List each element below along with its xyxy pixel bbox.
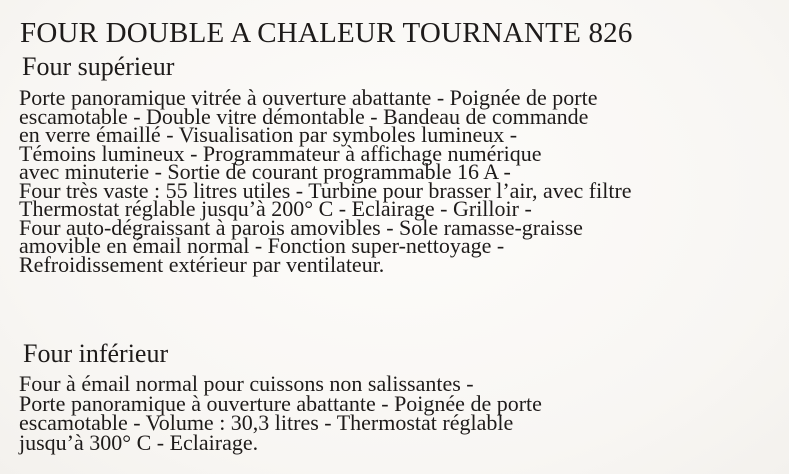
description-line: Refroidissement extérieur par ventilateur. xyxy=(19,251,385,277)
description-line: escamotable - Double vitre démontable - Bandeau de commande xyxy=(19,103,589,129)
description-line: Porte panoramique à ouverture abattante - Poignée de porte xyxy=(19,390,542,416)
description-line: Four auto-dégraissant à parois amovibles - Sole ramasse-graisse xyxy=(19,214,583,240)
description-line: Thermostat réglable jusqu’à 200° C - Eclairage - Grilloir - xyxy=(19,196,532,221)
upper-oven-description xyxy=(19,85,632,277)
description-line: escamotable - Volume : 30,3 litres - Thermostat réglable xyxy=(19,410,514,435)
description-line: avec minuterie - Sortie de courant programmable 16 A - xyxy=(19,159,511,184)
lower-oven-heading: Four inférieur xyxy=(23,339,169,368)
description-line: Porte panoramique vitrée à ouverture abattante - Poignée de porte xyxy=(19,85,598,110)
document-title: FOUR DOUBLE A CHALEUR TOURNANTE 826 xyxy=(20,17,633,49)
lower-oven-description xyxy=(19,371,542,455)
description-line: Four à émail normal pour cuissons non salissantes - xyxy=(19,371,474,396)
description-line: Témoins lumineux - Programmateur à affichage numérique xyxy=(19,140,542,166)
description-line: jusqu’à 300° C - Eclairage. xyxy=(19,429,259,455)
description-line: amovible en émail normal - Fonction super-nettoyage - xyxy=(19,233,505,258)
upper-oven-heading: Four supérieur xyxy=(22,52,175,81)
description-line: en verre émaillé - Visualisation par symboles lumineux - xyxy=(19,122,518,147)
description-line: Four très vaste : 55 litres utiles - Turbine pour brasser l’air, avec filtre xyxy=(19,177,632,203)
